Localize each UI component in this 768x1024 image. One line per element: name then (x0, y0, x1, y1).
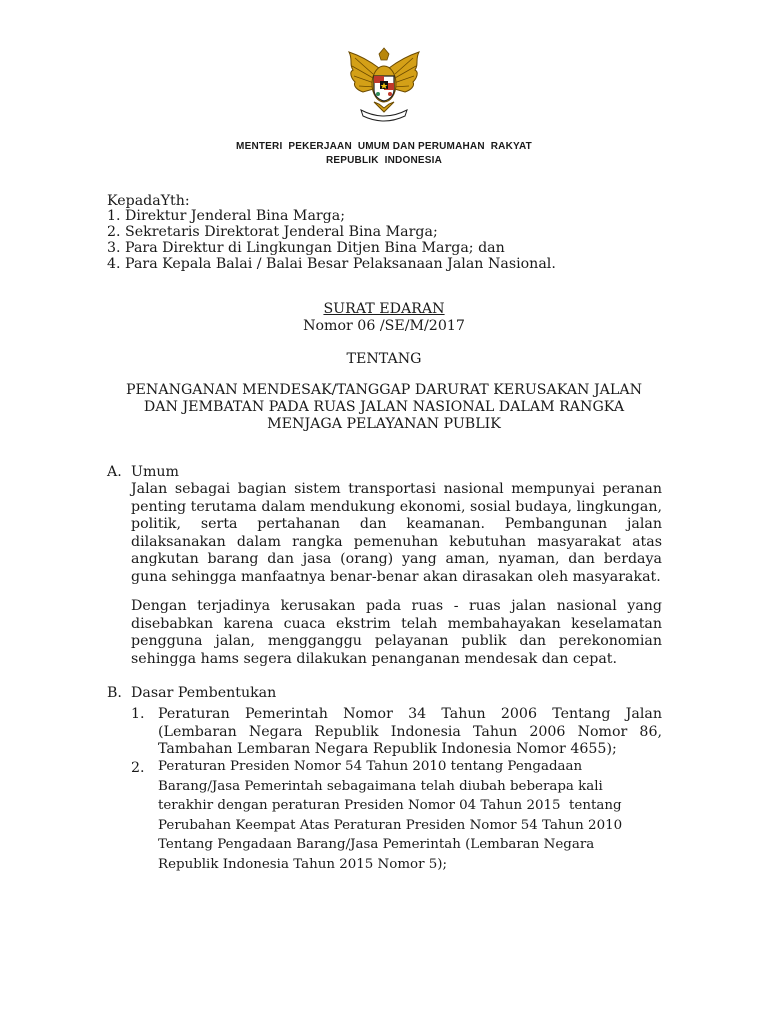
addressee-item: 1. Direktur Jenderal Bina Marga; (107, 208, 346, 224)
list-item-text: Peraturan Pemerintah Nomor 34 Tahun 2006 Tentang Jalan (Lembaran Negara Republik Indonesia Tahun 2006 Nomor 86, Tambahan Lembaran Negara Republik Indonesia Nomor 4655); (158, 706, 662, 757)
country-name: REPUBLIK INDONESIA (325, 155, 443, 166)
about-label: TENTANG (346, 351, 422, 367)
section-a-label: A. (107, 464, 122, 480)
list-item-line: Tentang Pengadaan Barang/Jasa Pemerintah (Lembaran Negara (158, 837, 595, 852)
addressee-item: 4. Para Kepala Balai / Balai Besar Pelaksanaan Jalan Nasional. (107, 256, 556, 272)
section-a-paragraph: Jalan sebagai bagian sistem transportasi nasional mempunyai peranan penting terutama dalam mendukung ekonomi, sosial budaya, lingkungan, politik, serta pertahanan dan keamanan. Pembangunan jalan dilaksanakan dalam rangka pemenuhan kebutuhan masyarakat atas angkutan barang dan jasa (orang) yang aman, nyaman, dan berdaya guna sehingga manfaatnya benar-benar akan dirasakan oleh masyarakat. (131, 481, 662, 585)
list-item-line: Perubahan Keempat Atas Peraturan Presiden Nomor 54 Tahun 2010 (158, 817, 623, 833)
section-b-label: B. (107, 685, 122, 701)
document-number: Nomor 06 /SE/M/2017 (303, 318, 465, 334)
document-type: SURAT EDARAN (323, 301, 445, 317)
ministry-name: MENTERI PEKERJAAN UMUM DAN PERUMAHAN RAKYAT (236, 141, 532, 152)
addressee-item: 2. Sekretaris Direktorat Jenderal Bina Marga; (107, 224, 438, 240)
list-item-text (158, 757, 662, 874)
addressee-intro: KepadaYth: (107, 193, 190, 209)
list-item-line: Barang/Jasa Pemerintah sebagaimana telah diubah beberapa kali (158, 778, 603, 794)
list-item-line: terakhir dengan peraturan Presiden Nomor 04 Tahun 2015 tentang (158, 798, 622, 813)
list-item-line: Peraturan Presiden Nomor 54 Tahun 2010 tentang Pengadaan (158, 759, 583, 774)
list-item-number: 2. (131, 760, 145, 776)
section-a-paragraph: Dengan terjadinya kerusakan pada ruas - ruas jalan nasional yang disebabkan karena cuaca ekstrim telah membahayakan keselamatan pengguna jalan, mengganggu pelayanan publik dan perekonomian sehingga hams segera dilakukan penanganan mendesak dan cepat. (131, 598, 662, 667)
subject-line: PENANGANAN MENDESAK/TANGGAP DARURAT KERUSAKAN JALAN (126, 382, 642, 398)
garuda-emblem (343, 46, 425, 122)
section-b-heading: Dasar Pembentukan (131, 685, 277, 701)
subject-line: MENJAGA PELAYANAN PUBLIK (267, 416, 501, 432)
addressee-item: 3. Para Direktur di Lingkungan Ditjen Bina Marga; dan (107, 240, 505, 256)
list-item-number: 1. (131, 706, 145, 722)
section-a-heading: Umum (131, 464, 180, 480)
subject-line: DAN JEMBATAN PADA RUAS JALAN NASIONAL DALAM RANGKA (143, 399, 625, 415)
list-item-line: Republik Indonesia Tahun 2015 Nomor 5); (158, 856, 447, 872)
